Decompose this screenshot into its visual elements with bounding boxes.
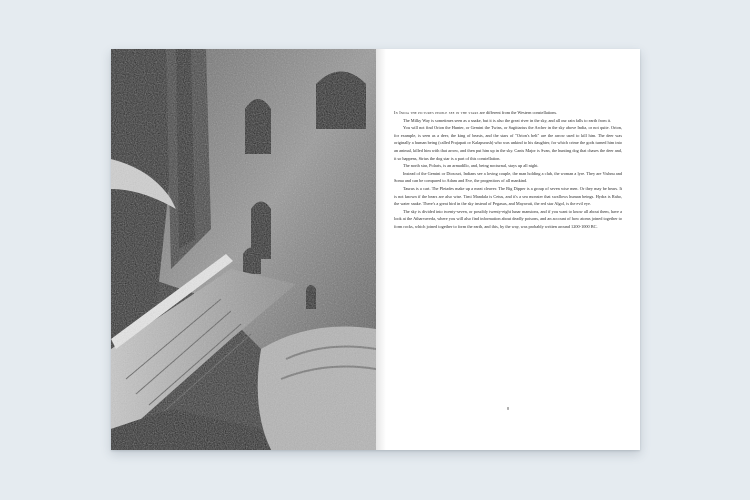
paragraph (394, 109, 622, 117)
body-text (394, 109, 622, 231)
paragraph: The Milky Way is sometimes seen as a snake, but it is also the great river in the sky, and all our rain falls to earth from it. (403, 117, 612, 123)
paragraph: You will not find Orion the Hunter, or Gemini the Twins, or Sagittarius the Archer in the sky above India, or not quite. Orion, for example, is seen as a deer, the king of beasts, and the stars of "Orion's belt" are the arrow used to kill him. The deer was originally a human being (called Prajapati or Kalapurush) who was unkind to his daughter, for which crime the gods turned him into an animal, killed him with that arrow, and then put him up in the sky. Canis Major is Svan, the hunting dog that chases the deer and, it so happens, Sirius the dog star is a part of this constellation. (394, 125, 622, 161)
photo-page (111, 49, 376, 450)
text-page (376, 49, 640, 450)
architecture-photo (111, 49, 376, 450)
paragraph: The north star, Polaris, is an armadillo, and, being nocturnal, stays up all night. (403, 163, 539, 169)
paragraph: Instead of the Gemini or Dioscuri, Indians see a loving couple, the man holding a club, the woman a lyre. They are Vishnu and Soma and can be compared to Adam and Eve, the progenitors of all mankind. (394, 170, 622, 184)
paragraph: Taurus is a cart. The Pleiades make up a meat cleaver. The Big Dipper is a group of seven wise men. Or they may be bears. It is not known if the bears are also wise. Timi Mandala is Cetus, and it's a sea monster that swallows human beings. Hydra is Raho, the water snake. There's a great bird in the sky instead of Pegasus, and Mayavati, the red star Algol, is the evil eye. (394, 185, 622, 207)
paragraph: The sky is divided into twenty-seven, or possibly twenty-eight lunar mansions, and if you want to know all about them, have a look at the Atharvaveda, where you will also find information about deadly poisons, and an account of how atoms joined together to form rocks, which joined together to form the earth, and this, by the way, was probably written around 1200-1000 BC. (394, 208, 622, 229)
page-number: 8 (506, 406, 510, 411)
book-spread (111, 49, 640, 450)
paragraph-lead: In India the pictures people see in the stars (394, 110, 479, 115)
paragraph-rest: are different from the Western constellations. (479, 110, 558, 115)
